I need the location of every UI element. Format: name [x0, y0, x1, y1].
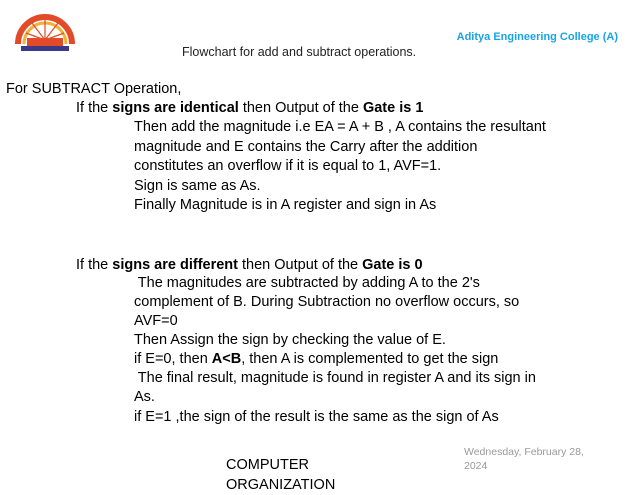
identical-line: Finally Magnitude is in A register and sign in As: [134, 197, 437, 213]
identical-signs-condition: If the signs are identical then Output of the Gate is 1: [76, 100, 424, 116]
different-line-e0: if E=0, then A<B, then A is complemented to get the sign: [134, 351, 499, 367]
different-line: AVF=0: [134, 313, 178, 329]
course-name: COMPUTER ORGANIZATION: [226, 457, 336, 493]
slide-subtitle: Flowchart for add and subtract operations.: [182, 45, 417, 59]
different-line: complement of B. During Subtraction no overflow occurs, so: [134, 294, 520, 310]
different-signs-condition: If the signs are different then Output of the Gate is 0: [76, 257, 423, 273]
identical-line: Then add the magnitude i.e EA = A + B , A contains the resultant: [134, 119, 546, 135]
slide-date: Wednesday, February 28, 2024: [464, 446, 584, 472]
college-logo: [14, 4, 76, 52]
different-line: The final result, magnitude is found in register A and its sign in: [134, 370, 536, 386]
different-line: Then Assign the sign by checking the value of E.: [134, 332, 446, 348]
different-line: As.: [134, 389, 155, 405]
identical-line: magnitude and E contains the Carry after the addition: [134, 139, 478, 155]
college-name: Aditya Engineering College (A): [456, 31, 618, 43]
identical-line: constitutes an overflow if it is equal to 1, AVF=1.: [134, 158, 442, 174]
section-title: For SUBTRACT Operation,: [6, 81, 182, 97]
identical-line: Sign is same as As.: [134, 178, 261, 194]
different-line: The magnitudes are subtracted by adding A to the 2's: [134, 275, 480, 291]
different-line: if E=1 ,the sign of the result is the same as the sign of As: [134, 409, 499, 425]
